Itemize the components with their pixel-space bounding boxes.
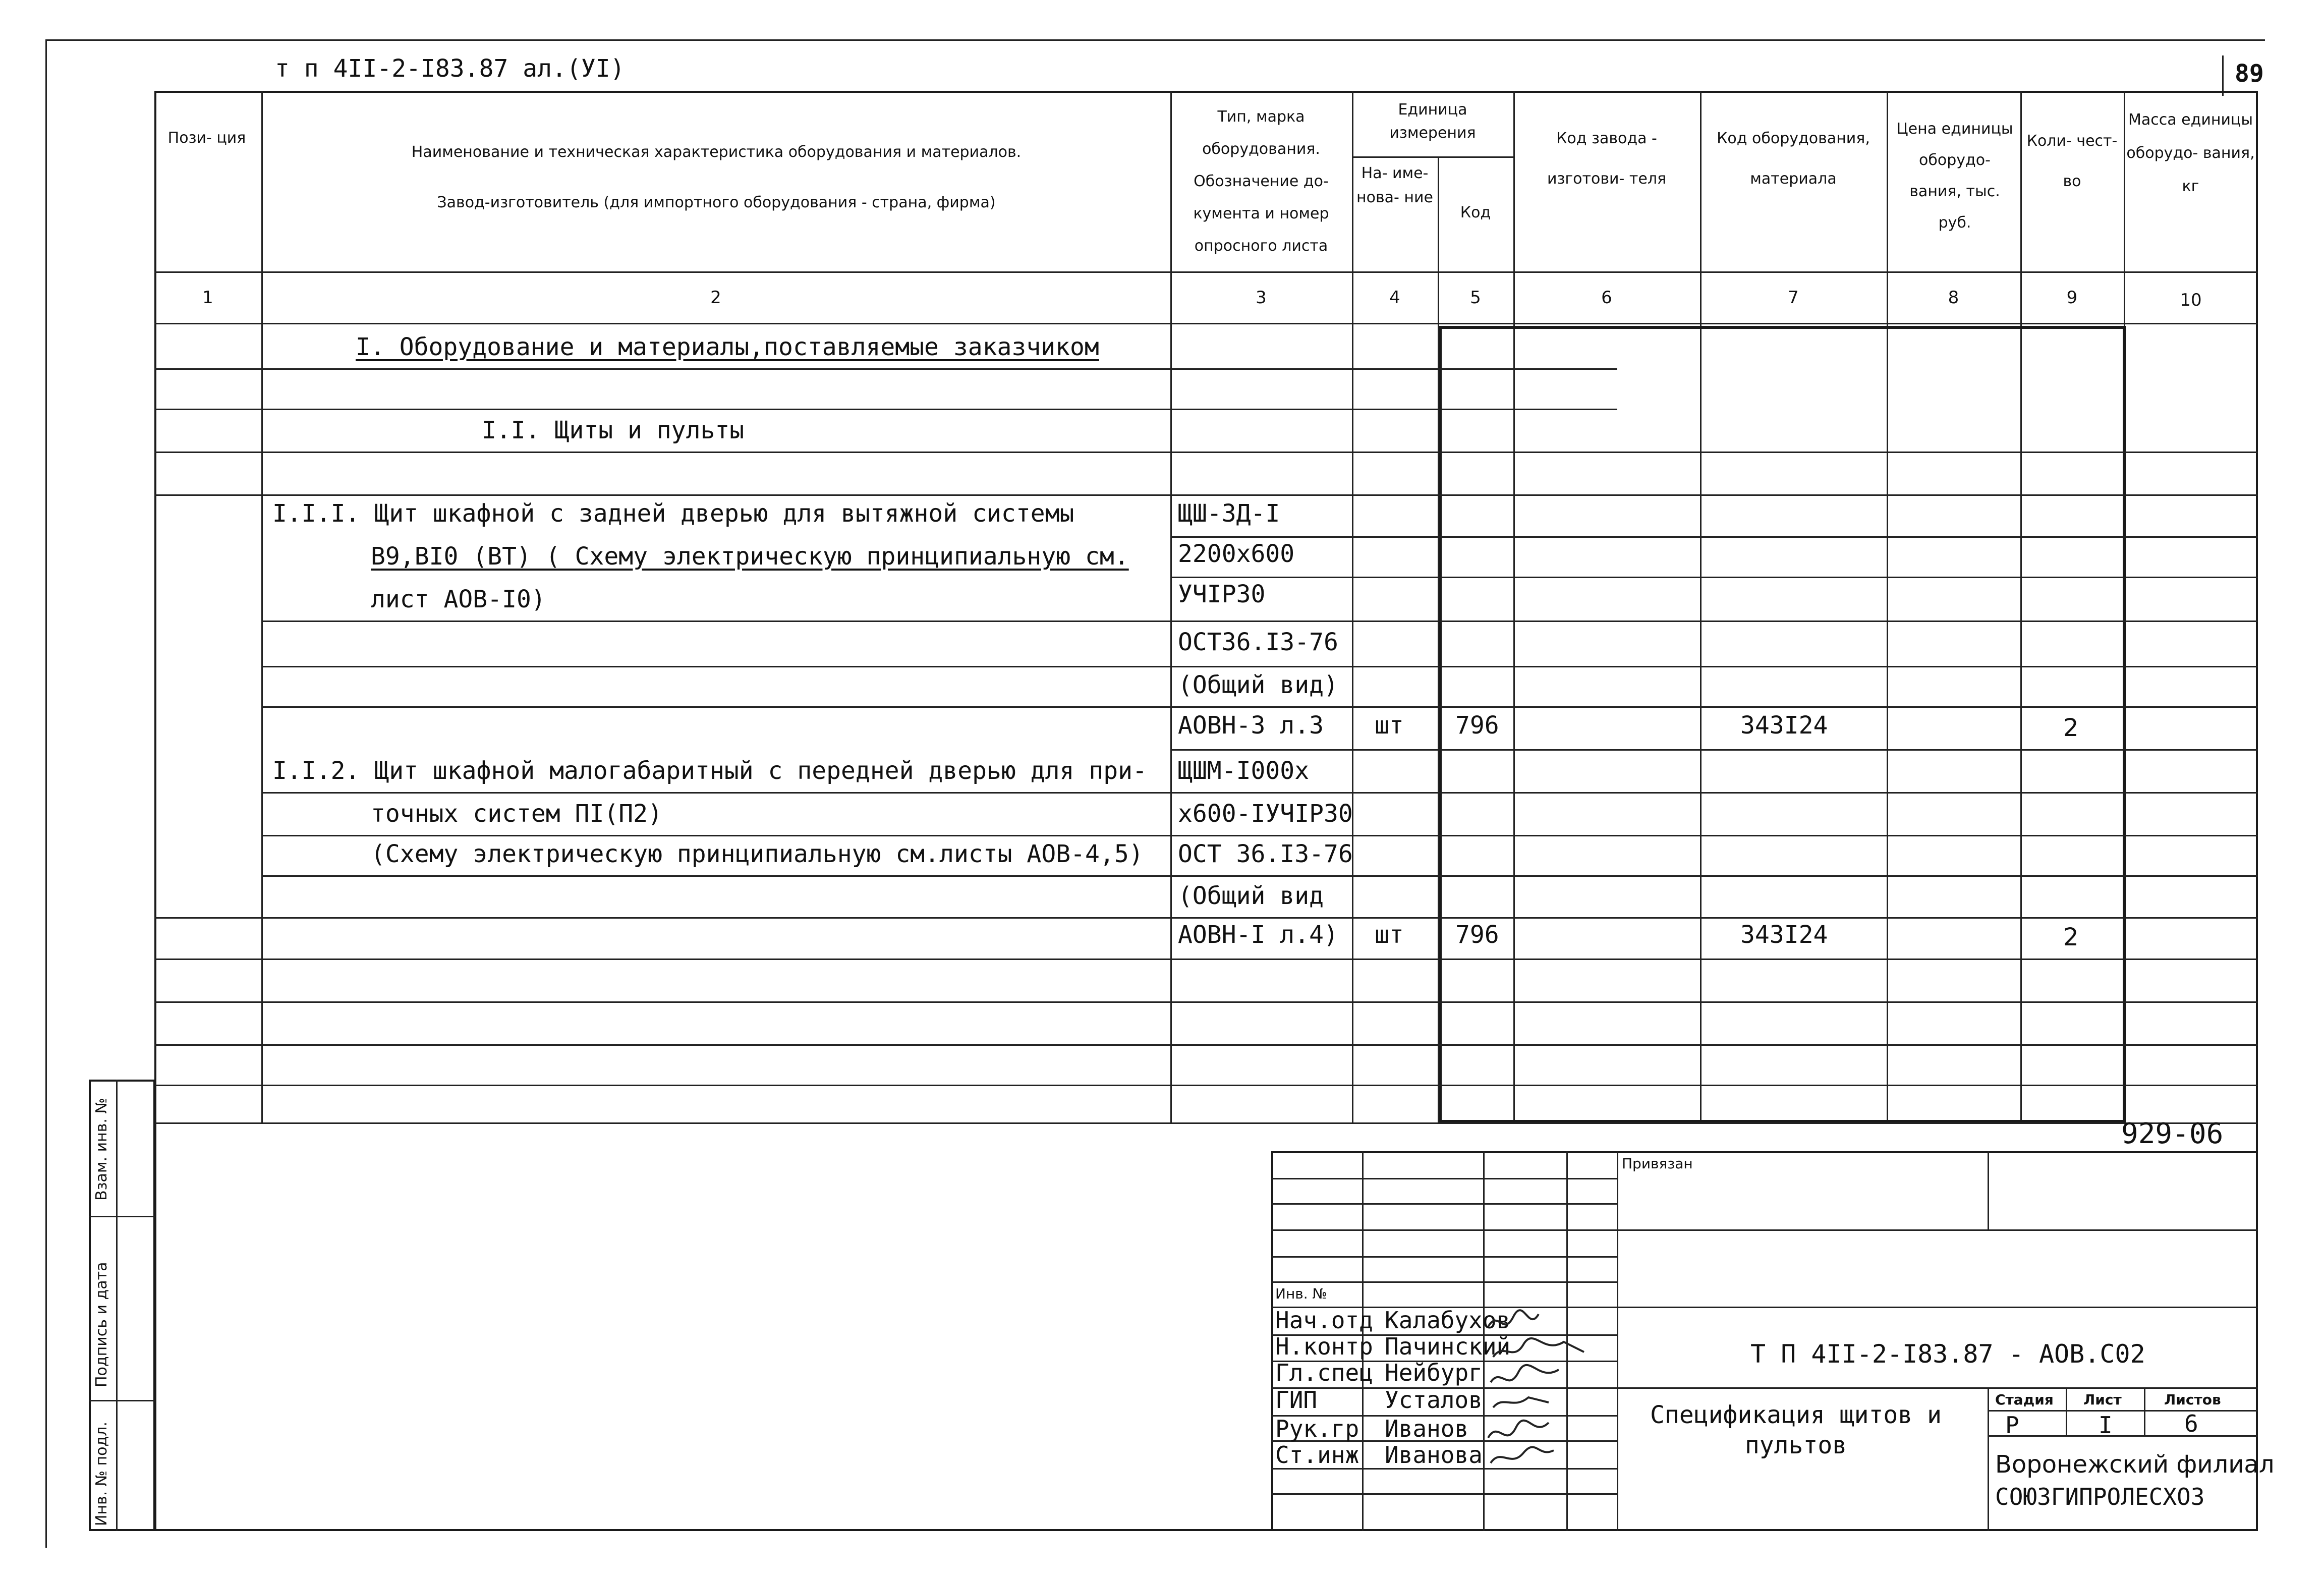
stamp-row (1271, 1493, 1617, 1495)
sheet-label: Лист (2083, 1391, 2122, 1408)
header-unit-name: На- име- нова- ние (1356, 164, 1433, 206)
row-line (261, 875, 2258, 877)
header-unit-group: Единица измерения (1389, 101, 1476, 142)
side-label-inv-podl: Инв. № подл. (93, 1422, 110, 1526)
row-line (261, 666, 2258, 667)
colnum-7: 7 (1788, 288, 1799, 308)
header-equipment-code: Код оборудования, материала (1717, 130, 1870, 188)
row-line (261, 621, 2258, 622)
colnum-6: 6 (1601, 288, 1612, 308)
stage-divider (1988, 1387, 1989, 1531)
side-stamp-sep-1 (89, 1216, 155, 1217)
unit-split-line (1352, 156, 1513, 158)
top-border (45, 39, 2265, 41)
item1-type-2: УЧIР30 (1178, 580, 1266, 608)
stage-col-2 (2144, 1387, 2145, 1435)
item2-qty: 2 (2063, 923, 2079, 951)
doc-code: Т П 4II-2-I83.87 - АОВ.С02 (1750, 1339, 2145, 1369)
sheets-value: 6 (2184, 1410, 2198, 1437)
item2-code: 796 (1455, 921, 1499, 949)
stamp-row (1271, 1281, 1617, 1283)
row-line (154, 494, 2258, 496)
item1-code: 796 (1455, 711, 1499, 740)
row-line (1170, 536, 2258, 538)
header-bottom-line (154, 271, 2258, 273)
stamp-name-2: Пачинский (1385, 1333, 1511, 1360)
header-price: Цена единицы оборудо- вания, тыс. руб. (1896, 120, 2013, 232)
stamp-name-4: Усталов (1385, 1386, 1483, 1414)
header-mass: Масса единицы оборудо- вания, кг (2126, 111, 2255, 195)
stamp-col-e (1988, 1151, 1989, 1229)
row-line (261, 706, 2258, 708)
col-line-2 (1170, 91, 1172, 1122)
row-line (154, 452, 2258, 453)
item1-unit: шт (1375, 711, 1404, 740)
sheet-number-divider (2222, 55, 2224, 96)
header-quantity: Коли- чест- во (2026, 132, 2118, 190)
header-name-line2: Завод-изготовитель (для импортного оборудования - страна, фирма) (437, 194, 996, 211)
header-unit-code: Код (1460, 204, 1491, 221)
section-heading-1-1: I.I. Щиты и пульты (482, 416, 745, 444)
left-margin-line (45, 39, 47, 1548)
table-body-end-line (154, 1122, 2258, 1124)
stamp-name-5: Иванов (1385, 1415, 1469, 1442)
col-line-1 (261, 91, 263, 1122)
item1-type-0: ЩШ-ЗД-I (1178, 499, 1280, 528)
item2-type-4: АОВН-I л.4) (1178, 921, 1338, 949)
header-type: Тип, марка оборудования. Обозначение до- кумента и номер опросного листа (1193, 108, 1329, 255)
col-line-3 (1352, 91, 1353, 1122)
row-line (154, 958, 2258, 960)
org-line-1: Воронежский филиал (1995, 1450, 2275, 1479)
stamp-role-3: Гл.спец (1275, 1359, 1373, 1386)
stamp-role-5: Рук.гр (1275, 1415, 1359, 1442)
item2-type-0: ЩШМ-I000х (1178, 757, 1310, 785)
stamp-row (1271, 1203, 1617, 1205)
stamp-name-3: Нейбург (1385, 1359, 1483, 1386)
item1-type-4: (Общий вид) (1178, 671, 1338, 699)
colnum-2: 2 (710, 288, 721, 308)
stamp-col-d (1617, 1151, 1618, 1531)
side-label-vzam: Взам. инв. № (93, 1098, 110, 1201)
header-position: Пози- ция (167, 129, 246, 147)
stage-value: Р (2005, 1412, 2019, 1439)
colnum-4: 4 (1389, 288, 1400, 308)
colnum-1: 1 (202, 288, 213, 308)
row-line (154, 409, 1617, 410)
signatures-scribbles (1483, 1307, 1604, 1473)
item2-line2: точных систем ПI(П2) (371, 800, 662, 828)
colnum-5: 5 (1470, 288, 1481, 308)
item2-type-2: ОСТ 36.I3-76 (1178, 840, 1353, 868)
item1-line2-text: B9,BI0 (ВТ) ( Схему электрическую принципиальную см. (371, 542, 1129, 571)
document-code-top: т п 4II-2-I83.87 ал.(УI) (275, 54, 625, 83)
stage-row-2 (1988, 1435, 2258, 1437)
colnum-bottom-line (154, 323, 2258, 324)
stamp-role-6: Ст.инж (1275, 1441, 1359, 1469)
item2-equip-code: 343I24 (1740, 921, 1828, 949)
colnum-9: 9 (2066, 288, 2078, 308)
row-line (154, 917, 2258, 919)
stamp-row (1271, 1256, 1617, 1258)
item1-equip-code: 343I24 (1740, 711, 1828, 740)
item2-line3: (Схему электрическую принципиальную см.листы АОВ-4,5) (371, 840, 1144, 868)
stamp-role-2: Н.контр (1275, 1333, 1373, 1360)
row-line (1170, 577, 2258, 578)
row-line (154, 368, 1617, 370)
header-name-line1: Наименование и техническая характеристика оборудования и материалов. (411, 143, 1022, 161)
row-line (261, 835, 2258, 836)
row-line (261, 792, 2258, 794)
side-stamp-divider (116, 1080, 118, 1531)
colnum-10: 10 (2180, 290, 2202, 310)
org-line-2: СОЮЗГИПРОЛЕСХОЗ (1995, 1483, 2205, 1510)
stamp-inv-label: Инв. № (1275, 1285, 1327, 1302)
item1-type-3: ОСТ36.I3-76 (1178, 628, 1338, 656)
item1-type-5: АОВН-3 л.3 (1178, 711, 1324, 740)
item1-qty: 2 (2063, 714, 2079, 742)
reference-number: 929-06 (2121, 1117, 2224, 1150)
section-heading-1: I. Оборудование и материалы,поставляемые заказчиком (356, 333, 1099, 361)
doc-title: Спецификация щитов и пультов (1650, 1401, 1942, 1459)
row-line (154, 1044, 2258, 1046)
item2-type-3: (Общий вид (1178, 882, 1324, 910)
stamp-name-1: Калабухов (1385, 1307, 1511, 1334)
stamp-row (1271, 1229, 2258, 1231)
stage-label: Стадия (1995, 1391, 2054, 1408)
item1-line3: лист АОВ-I0) (371, 585, 546, 613)
stage-row-1 (1988, 1410, 2258, 1412)
stage-col-1 (2066, 1387, 2067, 1435)
header-factory-code: Код завода - изготови- теля (1547, 130, 1667, 188)
item1-type-1: 2200х600 (1178, 540, 1295, 568)
item1-title: I.I.I. Щит шкафной с задней дверью для вытяжной системы (272, 499, 1074, 528)
side-stamp-sep-2 (89, 1400, 155, 1401)
row-line (1170, 749, 2258, 751)
colnum-8: 8 (1948, 288, 1959, 308)
stamp-role-4: ГИП (1275, 1386, 1318, 1414)
item2-type-1: х600-IУЧIР30 (1178, 800, 1353, 828)
colnum-3: 3 (1256, 288, 1267, 308)
sheet-number: 89 (2235, 60, 2264, 88)
stamp-row (1271, 1178, 1617, 1179)
row-line (154, 1085, 2258, 1086)
row-line (154, 1001, 2258, 1003)
sheets-label: Листов (2164, 1391, 2221, 1408)
side-label-podpis: Подпись и дата (93, 1262, 110, 1387)
sheet-value: I (2099, 1412, 2113, 1439)
item2-title: I.I.2. Щит шкафной малогабаритный с передней дверью для при- (272, 757, 1147, 785)
item1-line2 (371, 542, 1129, 571)
stamp-privyazan: Привязан (1622, 1155, 1693, 1172)
stamp-name-6: Иванова (1385, 1441, 1483, 1469)
item2-unit: шт (1375, 921, 1404, 949)
stamp-role-1: Нач.отд (1275, 1307, 1373, 1334)
